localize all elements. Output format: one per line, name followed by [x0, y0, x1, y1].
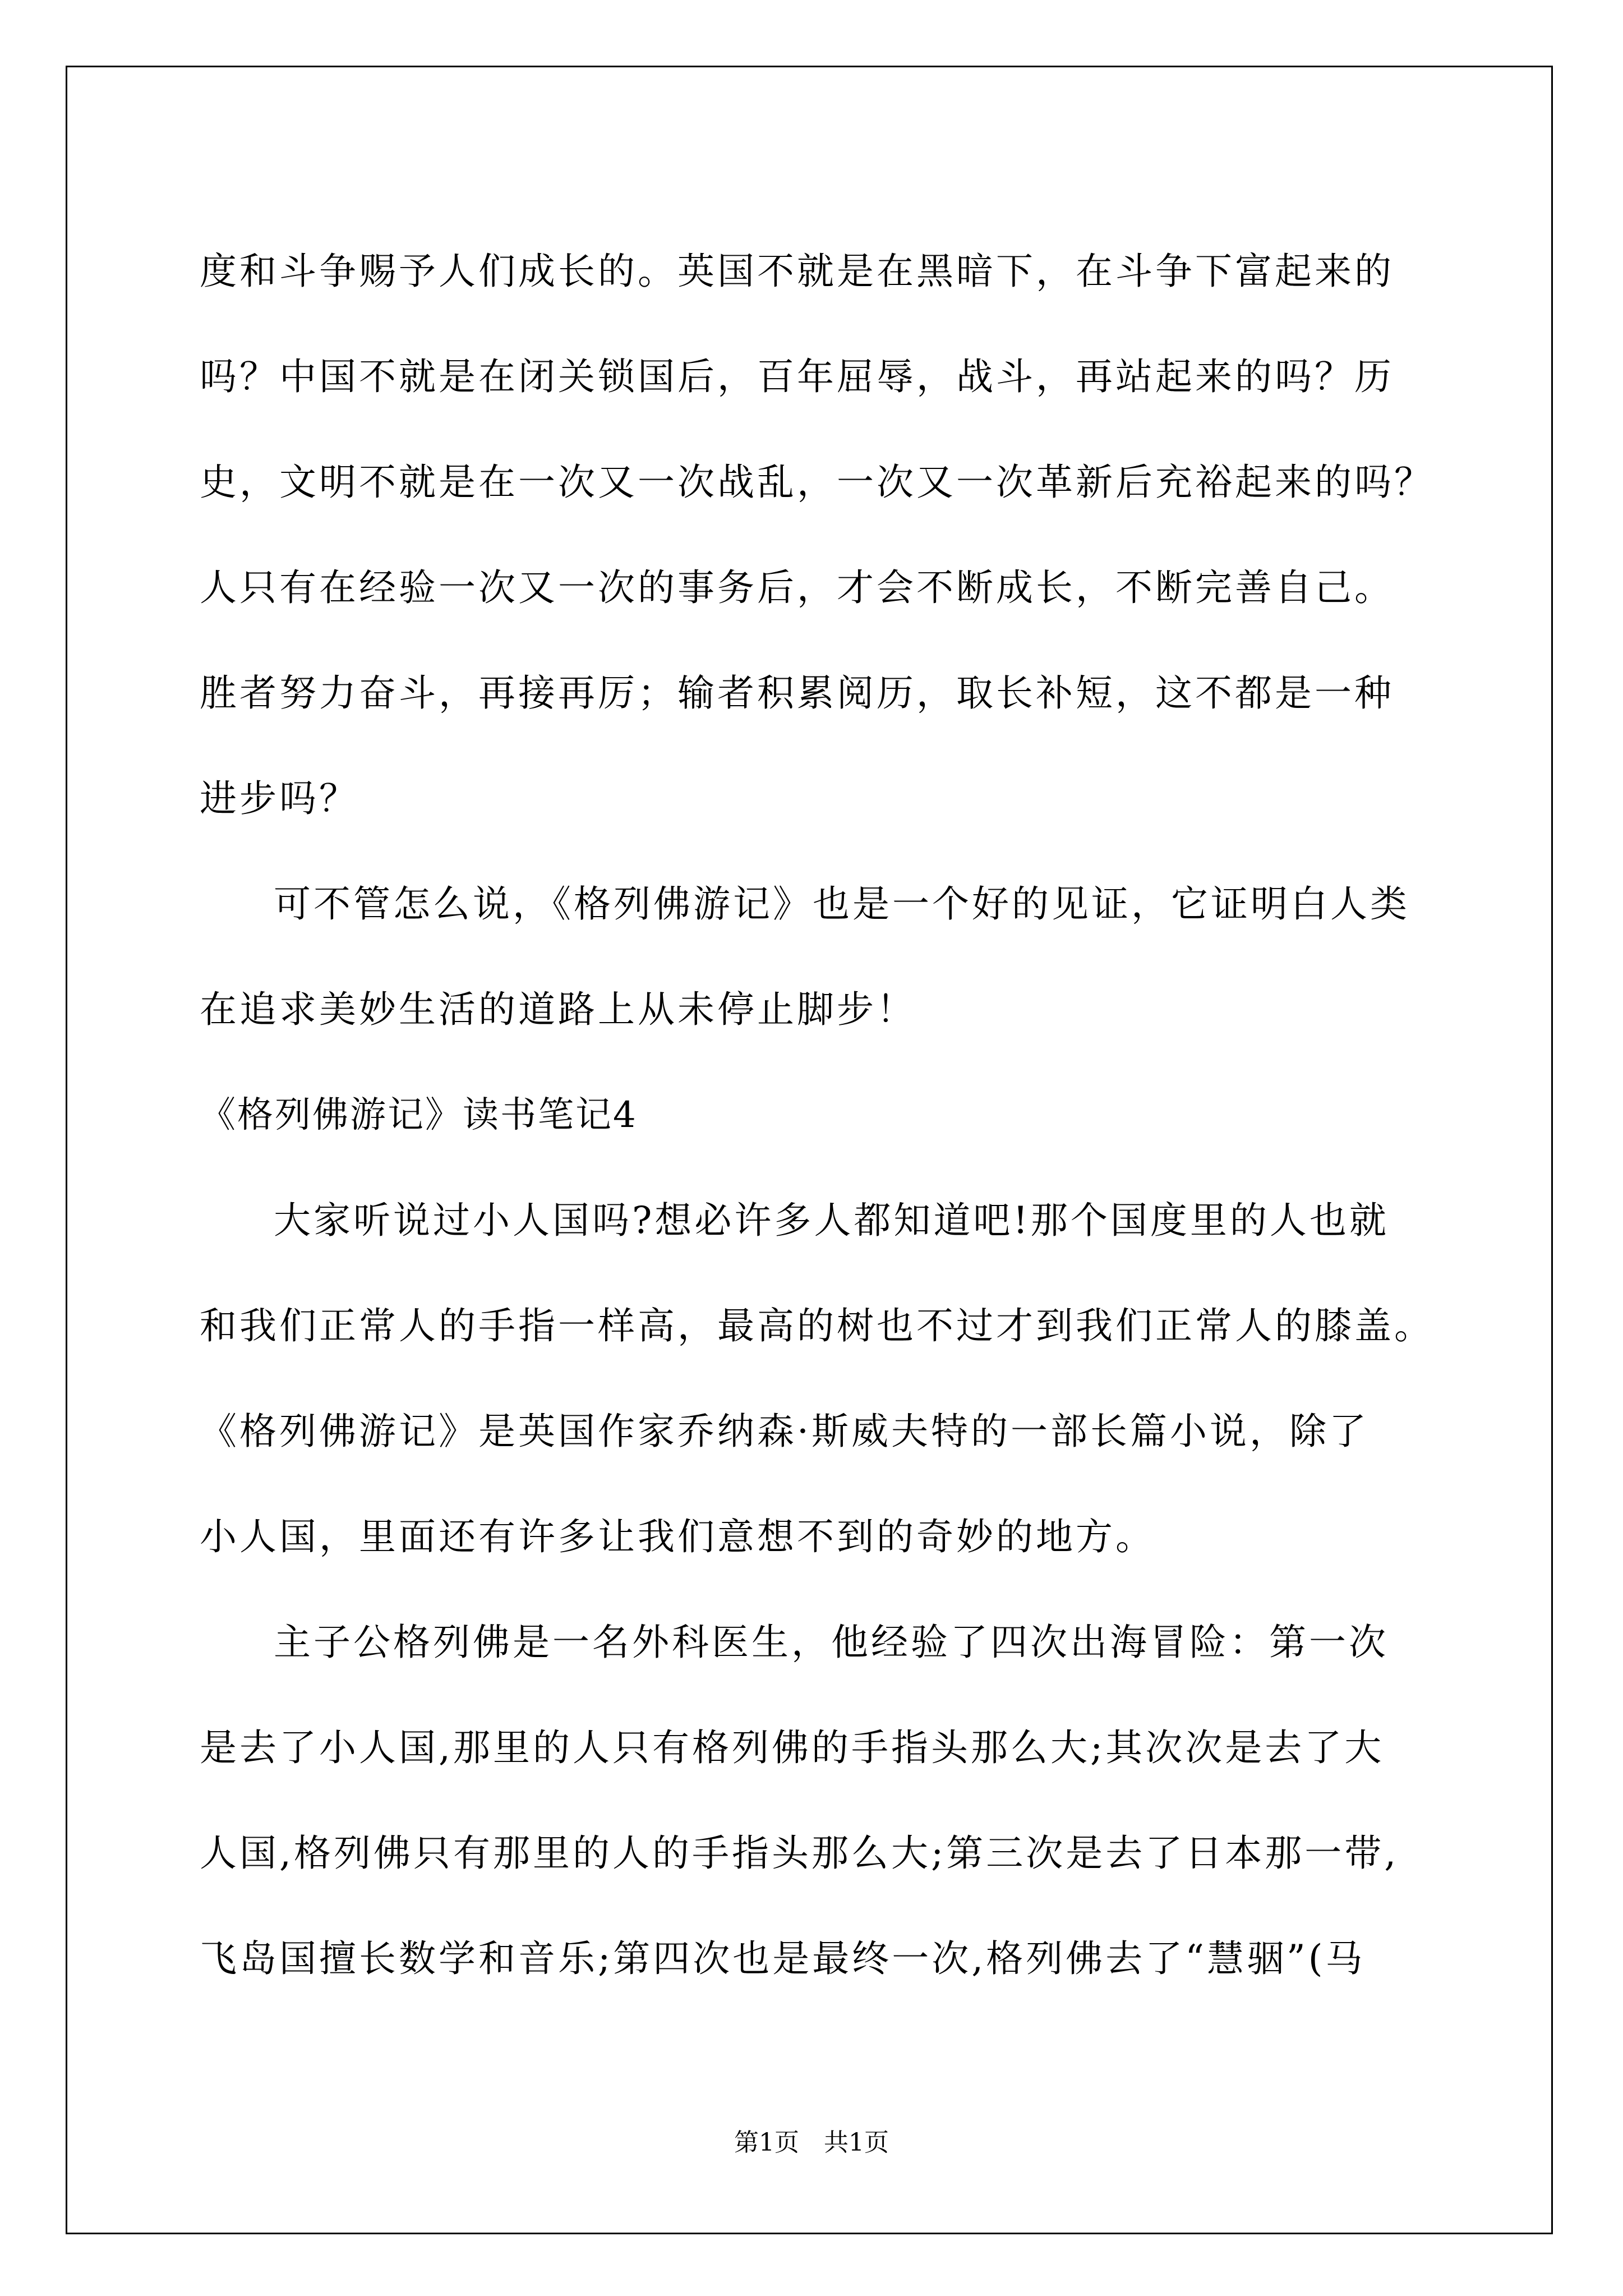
document-body: [200, 219, 1456, 2012]
page-number-footer: 第1页 共1页: [734, 2128, 889, 2157]
text-line: 吗？中国不就是在闭关锁国后，百年屈辱，战斗，再站起来的吗？历: [200, 355, 1394, 398]
text-line: 飞岛国擅长数学和音乐;第四次也是最终一次,格列佛去了“慧骃”(马: [200, 1937, 1366, 1980]
text-line: 是去了小人国,那里的人只有格列佛的手指头那么大;其次次是去了大: [200, 1726, 1385, 1769]
paragraph-first-line: 大家听说过小人国吗?想必许多人都知道吧!那个国度里的人也就: [274, 1199, 1389, 1242]
text-line: 进步吗？: [200, 777, 359, 820]
text-line: 胜者努力奋斗，再接再厉；输者积累阅历，取长补短，这不都是一种: [200, 671, 1394, 715]
text-line: 人国,格列佛只有那里的人的手指头那么大;第三次是去了日本那一带,: [200, 1832, 1399, 1875]
text-line: 和我们正常人的手指一样高，最高的树也不过才到我们正常人的膝盖。: [200, 1304, 1434, 1347]
paragraph-first-line: 主子公格列佛是一名外科医生，他经验了四次出海冒险：第一次: [274, 1621, 1389, 1664]
text-line: 《格列佛游记》是英国作家乔纳森·斯威夫特的一部长篇小说，除了: [200, 1410, 1369, 1453]
text-line: 史，文明不就是在一次又一次战乱，一次又一次革新后充裕起来的吗？: [200, 461, 1434, 504]
paragraph-first-line: 可不管怎么说，《格列佛游记》也是一个好的见证，它证明白人类: [274, 882, 1410, 926]
text-line: 小人国，里面还有许多让我们意想不到的奇妙的地方。: [200, 1515, 1155, 1558]
text-line: 人只有在经验一次又一次的事务后，才会不断成长，不断完善自己。: [200, 566, 1394, 609]
text-line: 在追求美妙生活的道路上从未停止脚步！: [200, 988, 916, 1031]
text-line: 度和斗争赐予人们成长的。英国不就是在黑暗下，在斗争下富起来的: [200, 250, 1394, 293]
section-heading: 《格列佛游记》读书笔记4: [200, 1094, 638, 1136]
